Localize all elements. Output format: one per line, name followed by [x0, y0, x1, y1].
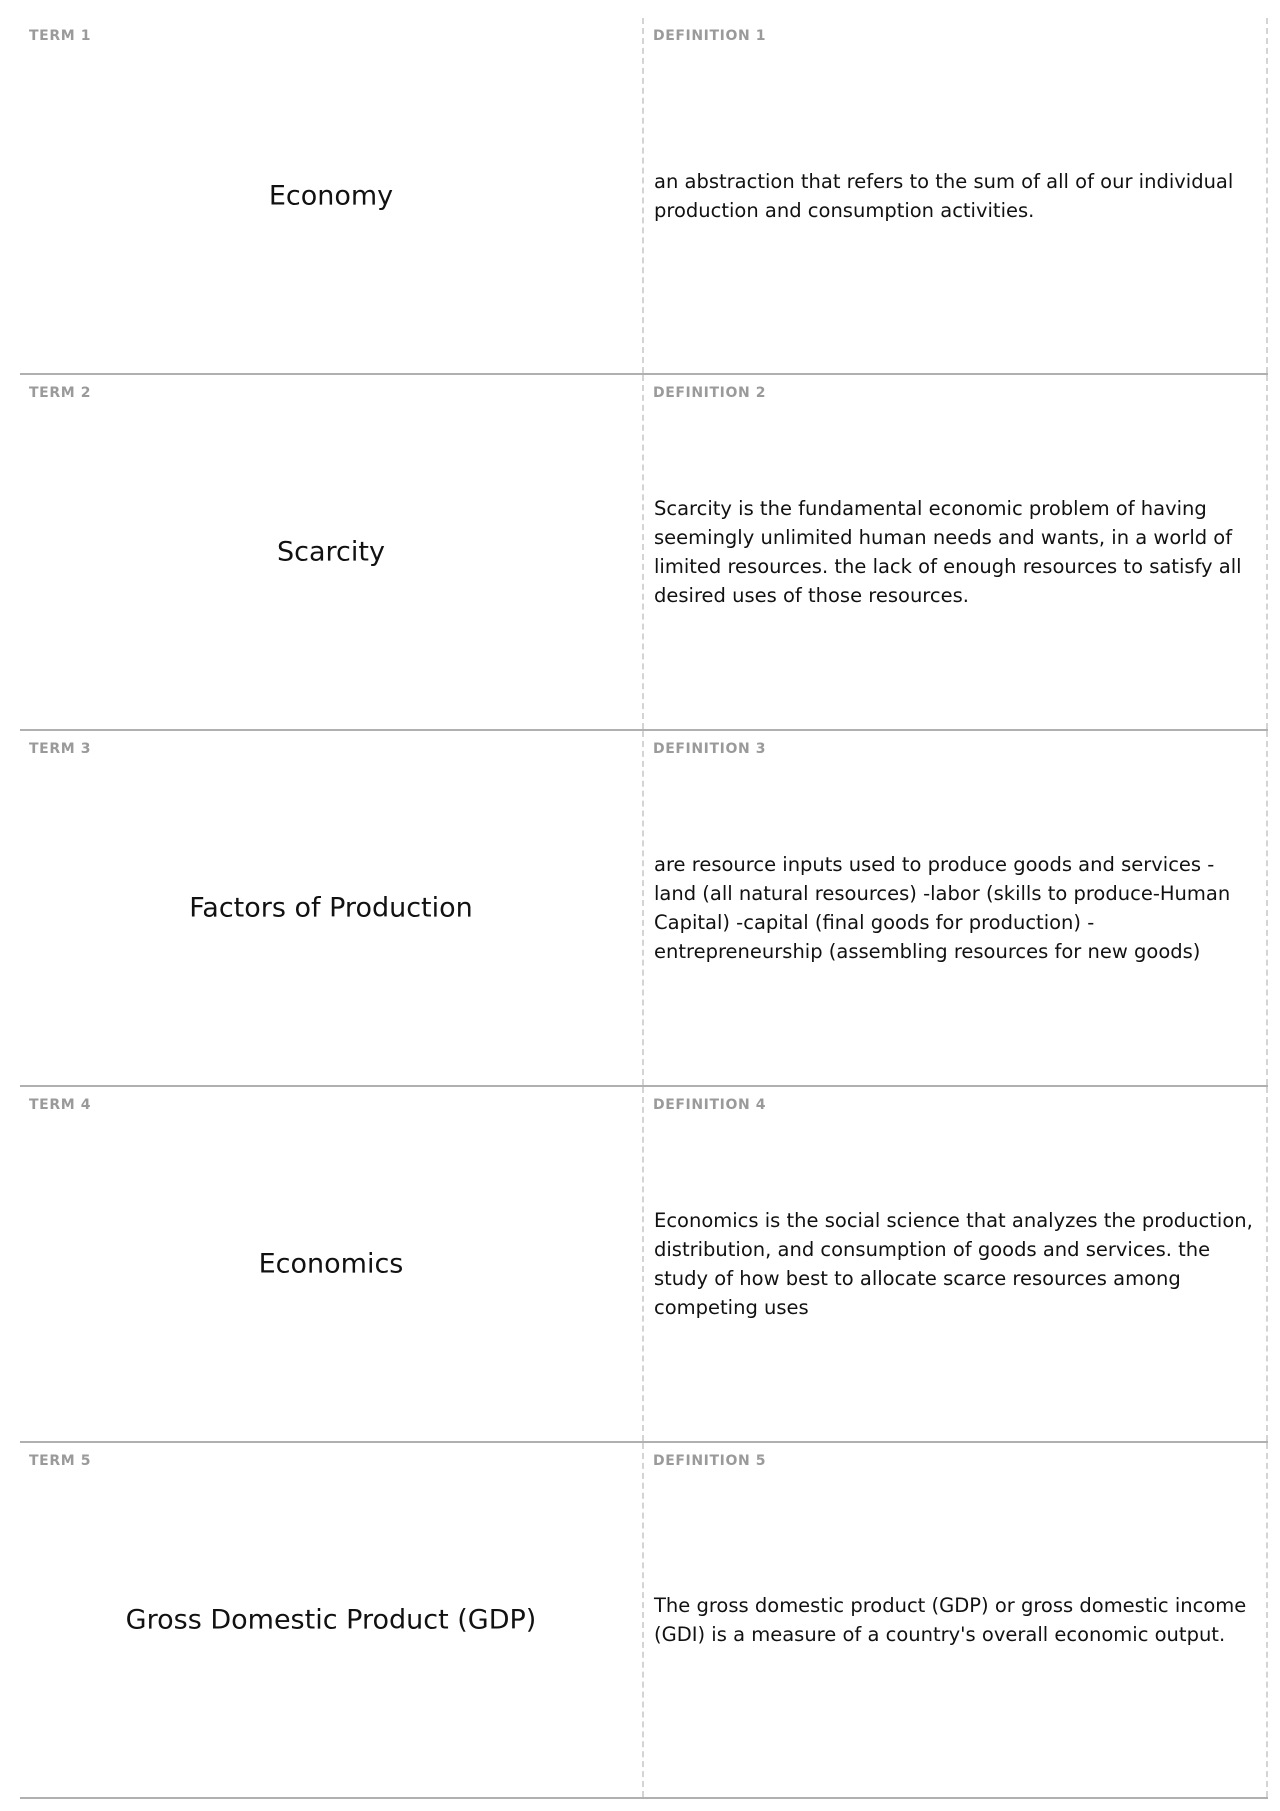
flashcard-row	[20, 731, 1268, 1087]
definition-cell	[644, 731, 1268, 1085]
term-text: Scarcity	[277, 536, 385, 568]
flashcard-sheet	[20, 18, 1268, 1799]
term-cell	[20, 1443, 644, 1797]
term-text: Economics	[258, 1248, 404, 1280]
definition-text: Economics is the social science that analyzes the production, distribution, and consumption of goods and services. the study of how best to allocate scarce resources among competing uses	[654, 1209, 1253, 1319]
term-label: TERM 3	[29, 741, 92, 757]
term-label: TERM 4	[29, 1097, 92, 1113]
definition-label: DEFINITION 3	[653, 741, 767, 757]
definition-cell	[644, 1443, 1268, 1797]
definition-text: The gross domestic product (GDP) or gross domestic income (GDI) is a measure of a country's overall economic output.	[654, 1594, 1247, 1646]
definition-label: DEFINITION 2	[653, 385, 767, 401]
term-cell	[20, 1087, 644, 1441]
definition-text: are resource inputs used to produce goods and services -land (all natural resources) -labor (skills to produce-Human Capital) -capital (final goods for production) -entrepreneurship (assembling resources for new goods)	[654, 853, 1231, 963]
definition-label: DEFINITION 4	[653, 1097, 767, 1113]
definition-text: an abstraction that refers to the sum of all of our individual production and consumption activities.	[654, 169, 1234, 222]
term-cell	[20, 375, 644, 729]
term-text: Factors of Production	[189, 892, 473, 924]
definition-cell	[644, 1087, 1268, 1441]
flashcard-row	[20, 375, 1268, 731]
flashcard-row	[20, 1087, 1268, 1443]
term-text: Economy	[268, 180, 394, 211]
definition-cell	[644, 375, 1268, 729]
term-label: TERM 2	[29, 385, 92, 401]
term-label: TERM 1	[29, 28, 92, 44]
definition-cell	[644, 18, 1268, 373]
term-text: Gross Domestic Product (GDP)	[125, 1604, 537, 1636]
term-label: TERM 5	[29, 1453, 92, 1469]
definition-text: Scarcity is the fundamental economic problem of having seemingly unlimited human needs and wants, in a world of limited resources. the lack of enough resources to satisfy all desired uses of those resources.	[654, 497, 1242, 607]
flashcard-row	[20, 18, 1268, 375]
term-cell	[20, 731, 644, 1085]
term-cell	[20, 18, 644, 373]
definition-label: DEFINITION 1	[653, 28, 767, 44]
flashcard-row	[20, 1443, 1268, 1799]
definition-label: DEFINITION 5	[653, 1453, 767, 1469]
